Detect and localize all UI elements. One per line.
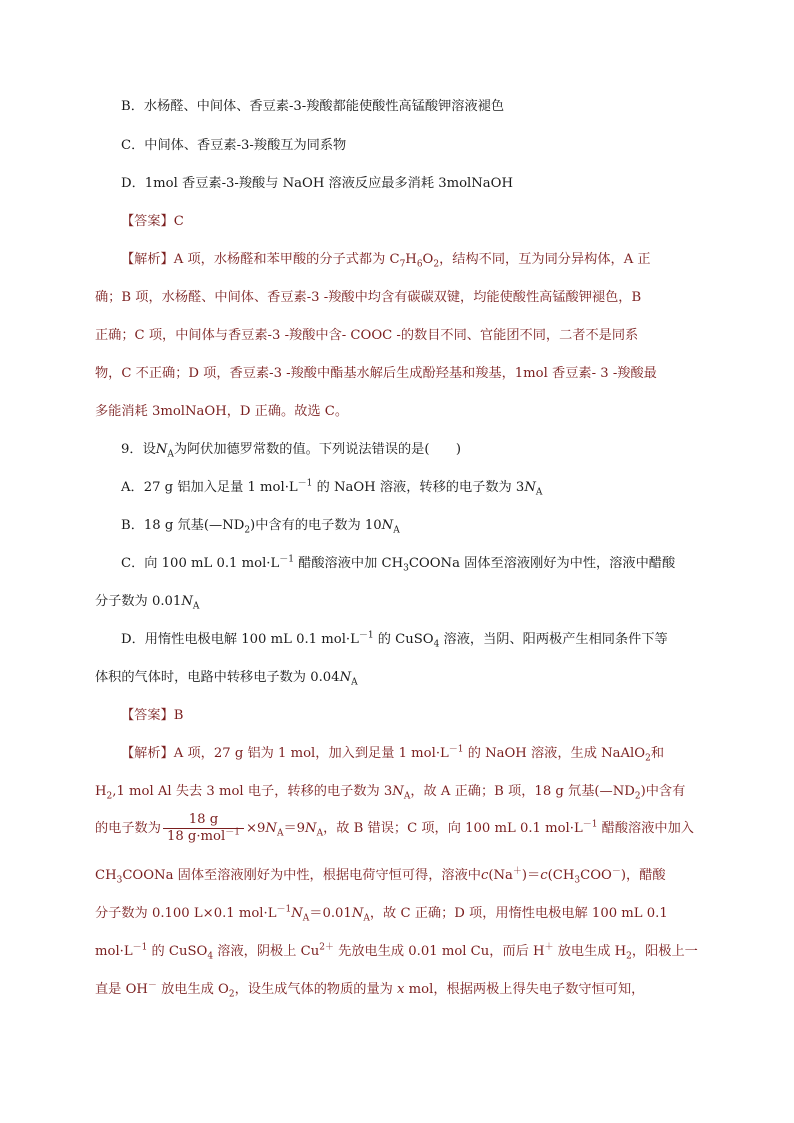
sub: 2 <box>228 989 235 1000</box>
text: 的 CuSO <box>147 944 208 959</box>
sub: A <box>351 677 358 688</box>
answer-value: B <box>173 708 184 723</box>
q8-analysis-line-3: 正确；C 项，中间体与香豆素-3 -羧酸中含- COOC -的数目不同、官能团不同，二者不是同系 <box>95 328 639 343</box>
answer-value: C <box>173 214 184 229</box>
sub: 2 <box>244 525 251 536</box>
text: 先放电生成 0.01 mol Cu，而后 H <box>333 944 545 959</box>
text: B．18 g 氘基(—ND <box>121 518 245 533</box>
text: N <box>392 784 404 799</box>
text: ×9 <box>245 821 266 836</box>
sub: 2 <box>433 259 440 270</box>
text: COO <box>580 868 612 883</box>
sup: 2＋ <box>319 942 334 953</box>
text: COONa 固体至溶液刚好为中性，溶液中醋酸 <box>408 556 676 571</box>
q8-analysis-line-1 <box>121 250 651 270</box>
fraction-numerator: 18 g <box>163 812 244 829</box>
q9-answer <box>121 706 183 726</box>
text: c <box>480 868 489 883</box>
q9-analysis-line-6 <box>95 942 698 962</box>
text: N <box>265 821 277 836</box>
q9-analysis-line-1 <box>121 744 664 764</box>
text: A．27 g 铝加入足量 1 mol·L <box>121 480 298 495</box>
sup: ＋ <box>512 866 522 877</box>
text: )＝ <box>521 868 541 883</box>
text: 醋酸溶液中加入 <box>597 821 694 836</box>
sup: －1 <box>132 942 148 953</box>
text: 的 NaOH 溶液，生成 NaAlO <box>463 746 646 761</box>
q8-analysis-line-2: 确；B 项，水杨醛、中间体、香豆素-3 -羧酸中均含有碳碳双键，均能使酸性高锰酸钾褪色，B <box>95 290 642 305</box>
q9-analysis-line-4 <box>95 866 666 886</box>
text: CH <box>95 868 117 883</box>
text: ，故 C 正确；D 项，用惰性电极电解 100 mL 0.1 <box>369 906 668 921</box>
sub: 3 <box>574 875 581 886</box>
text: N <box>305 821 317 836</box>
q9-option-d-line-2 <box>95 668 358 688</box>
text: ,1 mol Al 失去 3 mol 电子，转移的电子数为 3 <box>112 784 393 799</box>
text: N <box>381 518 394 533</box>
sub: 4 <box>433 639 440 650</box>
text: ，阳极上一 <box>631 944 698 959</box>
text: O <box>422 252 434 267</box>
text: N <box>351 906 364 921</box>
text: 体积的气体时，电路中转移电子数为 0.04 <box>95 670 340 685</box>
text: 放电生成 H <box>553 944 627 959</box>
sub: 2 <box>634 791 641 802</box>
sub: 6 <box>416 259 423 270</box>
q9-option-a <box>121 478 542 498</box>
q8-option-d: D．1mol 香豆素-3-羧酸与 NaOH 溶液反应最多消耗 3molNaOH <box>121 176 513 191</box>
text: N <box>181 594 193 609</box>
text: ，故 B 错误；C 项，向 100 mL 0.1 mol·L <box>323 821 583 836</box>
text: 醋酸溶液中加 CH <box>293 556 404 571</box>
text: N <box>291 906 303 921</box>
text: (CH <box>547 868 575 883</box>
text: c <box>540 868 548 883</box>
text: ＝9 <box>283 821 306 836</box>
q8-analysis-line-4: 物，C 不正确；D 项，香豆素-3 -羧酸中酯基水解后生成酚羟基和羧基，1mol 香豆素- 3 -羧酸最 <box>95 366 657 381</box>
sup: － <box>147 980 157 991</box>
sub: 7 <box>399 259 406 270</box>
sub: 4 <box>207 951 214 962</box>
text: 的 NaOH 溶液，转移的电子数为 3 <box>312 480 525 495</box>
text: 溶液，当阴、阳两极产生相同条件下等 <box>439 632 668 647</box>
text: C．向 100 mL 0.1 mol·L <box>121 556 280 571</box>
sup: －1 <box>448 744 464 755</box>
sup: －1 <box>358 630 374 641</box>
q8-analysis-line-5: 多能消耗 3molNaOH，D 正确。故选 C。 <box>95 404 349 419</box>
text: 18 g·mol <box>166 829 226 844</box>
sub: A <box>403 791 411 802</box>
sup: －1 <box>225 827 240 838</box>
sub: 2 <box>626 951 632 962</box>
sub: A <box>535 487 543 498</box>
text: x <box>397 982 405 997</box>
text: 直是 OH <box>95 982 148 997</box>
q9-analysis-line-3 <box>95 812 694 845</box>
fraction-denominator <box>163 829 244 845</box>
text: N <box>155 442 168 457</box>
answer-tag: 【答案】 <box>121 214 174 229</box>
text: 溶液，阴极上 Cu <box>213 944 320 959</box>
text: A 项，水杨醛和苯甲酸的分子式都为 C <box>173 252 400 267</box>
text: A 项，27 g 铝为 1 mol，加入到足量 1 mol·L <box>173 746 449 761</box>
q9-analysis-line-7 <box>95 980 644 1000</box>
q8-option-b: B．水杨醛、中间体、香豆素-3-羧酸都能使酸性高锰酸钾溶液褪色 <box>121 99 505 114</box>
sup: －1 <box>297 478 313 489</box>
text: D．用惰性电极电解 100 mL 0.1 mol·L <box>121 632 359 647</box>
text: 分子数为 0.100 L×0.1 mol·L <box>95 906 277 921</box>
text: ，故 A 正确；B 项，18 g 氘基(—ND <box>410 784 635 799</box>
sub: A <box>393 525 400 536</box>
text: )，醋酸 <box>620 868 666 883</box>
text: mol·L <box>95 944 133 959</box>
text: 分子数为 0.01 <box>95 594 182 609</box>
sup: ＋ <box>544 942 554 953</box>
text: 和 <box>650 746 664 761</box>
sub: 3 <box>403 563 409 574</box>
text: 的 CuSO <box>373 632 434 647</box>
sub: A <box>167 449 174 460</box>
sub: 2 <box>106 791 113 802</box>
text: ，设生成气体的物质的量为 <box>234 982 398 997</box>
text: 的电子数为 <box>95 821 161 836</box>
q8-option-c: C．中间体、香豆素-3-羧酸互为同系物 <box>121 138 347 153</box>
sub: A <box>363 913 370 924</box>
answer-tag: 【答案】 <box>121 708 174 723</box>
text: )中含有的电子数为 10 <box>250 518 382 533</box>
sub: A <box>316 828 324 839</box>
q9-analysis-line-5 <box>95 904 668 924</box>
sup: －1 <box>582 819 598 830</box>
fraction <box>163 812 244 845</box>
text: )中含有 <box>640 784 686 799</box>
sub: A <box>192 601 200 612</box>
analysis-tag: 【解析】 <box>121 746 174 761</box>
sup: －1 <box>279 554 294 565</box>
q9-stem <box>121 440 461 460</box>
q9-option-b <box>121 516 400 536</box>
q9-option-c-line-1 <box>121 554 675 574</box>
sup: － <box>611 866 621 877</box>
text: mol，根据两极上得失电子数守恒可知， <box>404 982 645 997</box>
sub: 3 <box>116 875 123 886</box>
sub: A <box>276 828 284 839</box>
text: (Na <box>488 868 513 883</box>
text: H <box>405 252 417 267</box>
sup: －1 <box>276 904 292 915</box>
q9-option-d-line-1 <box>121 630 668 650</box>
q8-answer <box>121 212 184 232</box>
text: ＝0.01 <box>309 906 352 921</box>
q9-option-c-line-2 <box>95 592 199 612</box>
q9-analysis-line-2 <box>95 782 685 802</box>
analysis-tag: 【解析】 <box>121 252 174 267</box>
text: ，结构不同，互为同分异构体，A 正 <box>439 252 651 267</box>
sub: 2 <box>645 753 651 764</box>
text: H <box>95 784 107 799</box>
text: 为阿伏加德罗常数的值。下列说法错误的是( ) <box>173 442 462 457</box>
text: N <box>524 480 536 495</box>
text: COONa 固体至溶液刚好为中性，根据电荷守恒可得，溶液中 <box>122 868 481 883</box>
text: 9．设 <box>121 442 156 457</box>
text: N <box>339 670 352 685</box>
sub: A <box>302 913 310 924</box>
text: 放电生成 O <box>156 982 229 997</box>
